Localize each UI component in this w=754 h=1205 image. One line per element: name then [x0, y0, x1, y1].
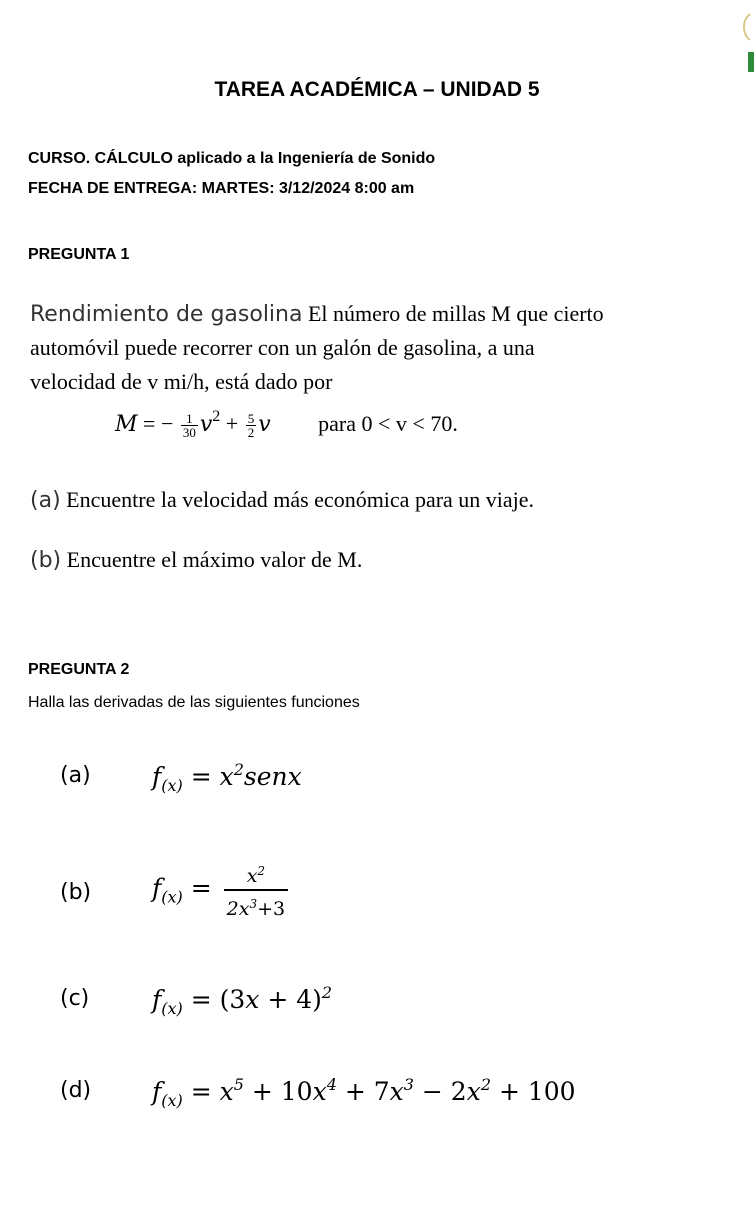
question-1-heading: PREGUNTA 1	[28, 246, 130, 263]
problem-text-1: El número de millas M que cierto	[307, 301, 604, 326]
formula-m: M = − $\frac{1}{30}$ $v^2$ + $\frac{5}{2}$ v para 0 < v < 70.	[115, 408, 458, 441]
course-line: CURSO. CÁLCULO aplicado a la Ingeniería de Sonido	[28, 150, 436, 167]
due-date-line: FECHA DE ENTREGA: MARTES: 3/12/2024 8:00 am	[28, 180, 415, 197]
derivative-expr-c: $f_{(x)} = (3x + 4)^2$	[152, 983, 333, 1018]
problem-line-2: automóvil puede recorrer con un galón de gasolina, a una	[30, 335, 535, 360]
problem-line-3: velocidad de v mi/h, está dado por	[30, 369, 333, 394]
fraction-2: $\frac{5}{2}$	[247, 411, 255, 441]
derivative-expr-a: $f_{(x)}$ = $x^2senx$	[152, 760, 302, 795]
derivative-expr-b: $f_{(x)}$ = $\frac{x^2}{2x^3+3}$	[152, 860, 288, 920]
item-label: (b)	[30, 548, 62, 573]
problem-title: Rendimiento de gasolina	[30, 302, 303, 327]
problem-line-1	[30, 297, 604, 332]
logo-icon	[738, 12, 754, 72]
formula-lhs: M	[115, 412, 138, 437]
derivative-label-d: (d)	[60, 1078, 92, 1103]
question-2-instruction: Halla las derivadas de las siguientes funciones	[28, 694, 360, 711]
question-1-item-b	[30, 543, 362, 578]
formula-condition: para 0 < v < 70.	[318, 411, 458, 436]
derivative-label-b: (b)	[60, 880, 92, 905]
question-2-heading: PREGUNTA 2	[28, 661, 130, 678]
derivative-fraction: $\frac{x^2}{2x^3+3}$	[224, 860, 288, 920]
page-title: TAREA ACADÉMICA – UNIDAD 5	[214, 78, 540, 101]
derivative-expr-d: $f_{(x)} = x^5 + 10x^4 + 7x^3 - 2x^2 + 100$	[152, 1075, 576, 1110]
derivative-label-a: (a)	[60, 763, 91, 788]
derivative-label-c: (c)	[60, 986, 90, 1011]
fraction-1: $\frac{1}{30}$	[182, 411, 196, 441]
question-1-item-a	[30, 483, 534, 518]
item-text: Encuentre la velocidad más económica para un viaje.	[66, 487, 535, 512]
item-label: (a)	[30, 488, 61, 513]
item-text: Encuentre el máximo valor de M.	[66, 547, 363, 572]
